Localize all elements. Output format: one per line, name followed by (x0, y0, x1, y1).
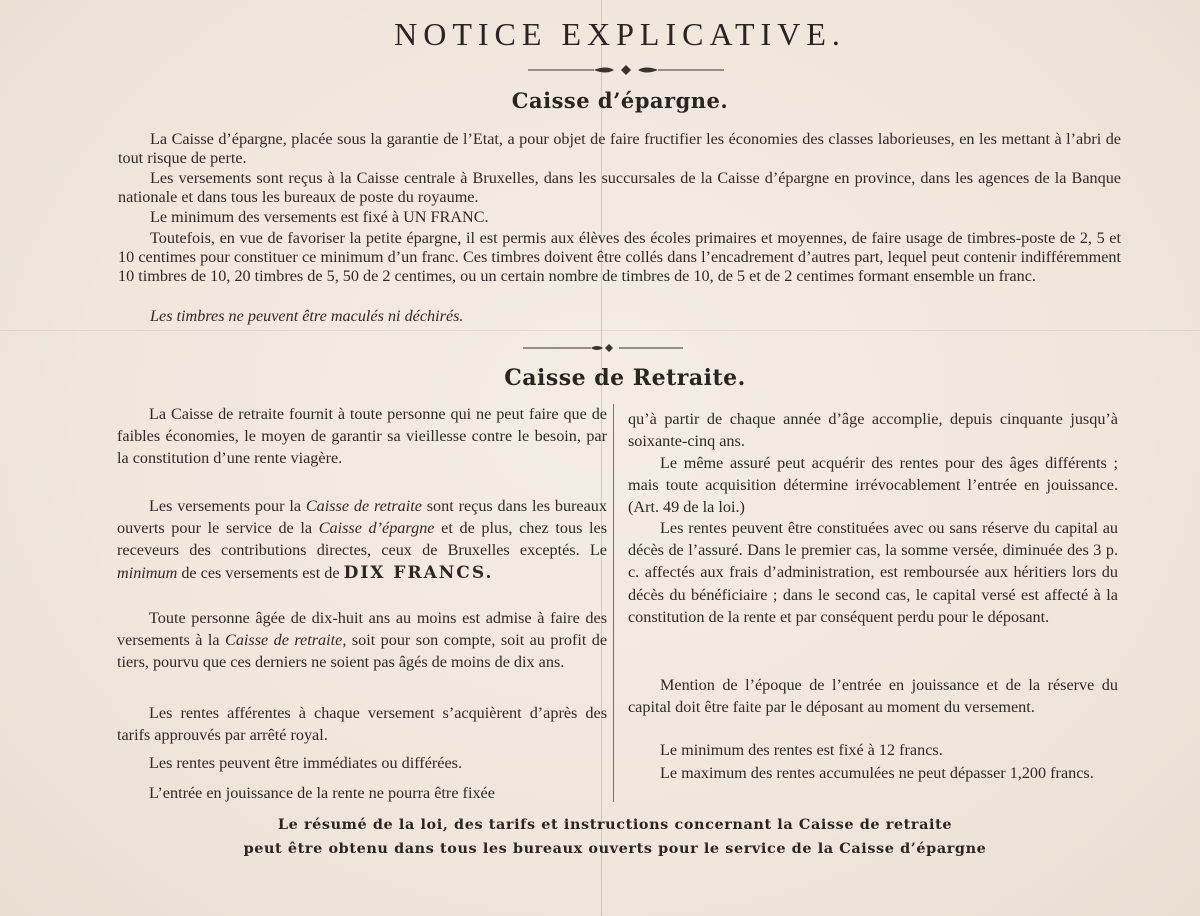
epargne-paragraph-1: La Caisse d’épargne, placée sous la garantie de l’Etat, a pour objet de faire fructifier les économies des classes laborieuses, en les mettant à l’abri de tout risque de perte. (118, 130, 1121, 168)
footer-line-2: peut être obtenu dans tous les bureaux ouverts pour le service de la Caisse d’épargne (243, 840, 987, 857)
retraite-right-paragraph-2: Le même assuré peut acquérir des rentes pour des âges différents ; mais toute acquisition détermine irrévocablement l’entrée en jouissance. (Art. 49 de la loi.) (628, 454, 1118, 517)
italic-run: Caisse de retraite (305, 497, 422, 515)
retraite-left-paragraph-6: L’entrée en jouissance de la rente ne pourra être fixée (149, 784, 495, 802)
retraite-right-paragraph-1: qu’à partir de chaque année d’âge accomplie, depuis cinquante jusqu’à soixante-cinq ans. (628, 410, 1118, 451)
retraite-left-paragraph-4: Les rentes afférentes à chaque versement s’acquièrent d’après des tarifs approuvés par arrêté royal. (117, 704, 607, 745)
retraite-left-paragraph-3 (117, 607, 607, 674)
column-divider (613, 404, 614, 802)
text-run: Les versements pour la (149, 497, 302, 515)
title-ornament (528, 63, 724, 77)
section-ornament (523, 341, 683, 355)
section-heading-retraite: Caisse de Retraite. (504, 365, 746, 391)
fold-line-horizontal (0, 330, 1200, 331)
epargne-paragraph-3: Le minimum des versements est fixé à UN FRANC. (150, 208, 489, 226)
epargne-paragraph-4: Toutefois, en vue de favoriser la petite épargne, il est permis aux élèves des écoles primaires et moyennes, de faire usage de timbres-poste de 2, 5 et 10 centimes pour constituer ce minimum d’un franc. Ces timbres doivent être collés dans l’encadrement d’autres part, lequel peut contenir indifféremment 10 timbres de 10, 20 timbres de 5, 50 de 2 centimes, ou un certain nombre de timbres de 10, de 5 et de 2 centimes formant ensemble un franc. (118, 229, 1121, 286)
text-run: Toute personne âgée de dix-huit ans au moins est admise à faire des versements à la (117, 609, 607, 650)
retraite-right-paragraph-3: Les rentes peuvent être constituées avec ou sans réserve du capital au décès de l’assuré. Dans le premier cas, la somme versée, diminuée des 3 p. c. affectés aux frais d’administration, est remboursée aux héritiers lors du décès du bénéficiaire ; dans le second cas, le capital versé est affecté à la constitution de la rente et par conséquent perdu pour le déposant. (628, 519, 1118, 626)
page-title: NOTICE EXPLICATIVE. (394, 16, 846, 52)
retraite-left-paragraph-2 (117, 495, 607, 584)
text-run: et de plus, chez tous les receveurs des contributions directes, ceux de Bruxelles exceptés. Le (117, 519, 608, 560)
italic-run: Caisse d’épargne (318, 519, 435, 538)
retraite-left-paragraph-1: La Caisse de retraite fournit à toute personne qui ne peut faire que de faibles économies, le moyen de garantir sa vieillesse contre le besoin, par la constitution d’une rente viagère. (117, 405, 607, 468)
epargne-paragraph-5: Les timbres ne peuvent être maculés ni déchirés. (150, 307, 464, 325)
retraite-right-paragraph-4: Mention de l’époque de l’entrée en jouissance et de la réserve du capital doit être faite par le déposant au moment du versement. (628, 676, 1118, 717)
minimum-amount: DIX FRANCS. (343, 562, 494, 583)
retraite-right-paragraph-5: Le minimum des rentes est fixé à 12 francs. (660, 741, 943, 759)
text-run: sont reçus dans les bureaux ouverts pour le service de la (117, 497, 607, 538)
italic-run: Caisse de retraite, (225, 631, 347, 650)
footer-line-1: Le résumé de la loi, des tarifs et instructions concernant la Caisse de retraite (277, 816, 953, 833)
section-heading-epargne: Caisse d’épargne. (511, 88, 729, 113)
epargne-paragraph-2: Les versements sont reçus à la Caisse centrale à Bruxelles, dans les succursales de la Caisse d’épargne en province, dans les agences de la Banque nationale et dans tous les bureaux de poste du royaume. (118, 169, 1121, 207)
text-run: de ces versements est de (181, 563, 340, 582)
italic-run: minimum (117, 563, 178, 582)
retraite-left-paragraph-5: Les rentes peuvent être immédiates ou différées. (149, 754, 462, 772)
text-run: soit pour son compte, soit au profit de tiers, pourvu que ces derniers ne soient pas âgés de moins de dix ans. (117, 631, 608, 672)
retraite-right-paragraph-6: Le maximum des rentes accumulées ne peut dépasser 1,200 francs. (660, 764, 1094, 782)
